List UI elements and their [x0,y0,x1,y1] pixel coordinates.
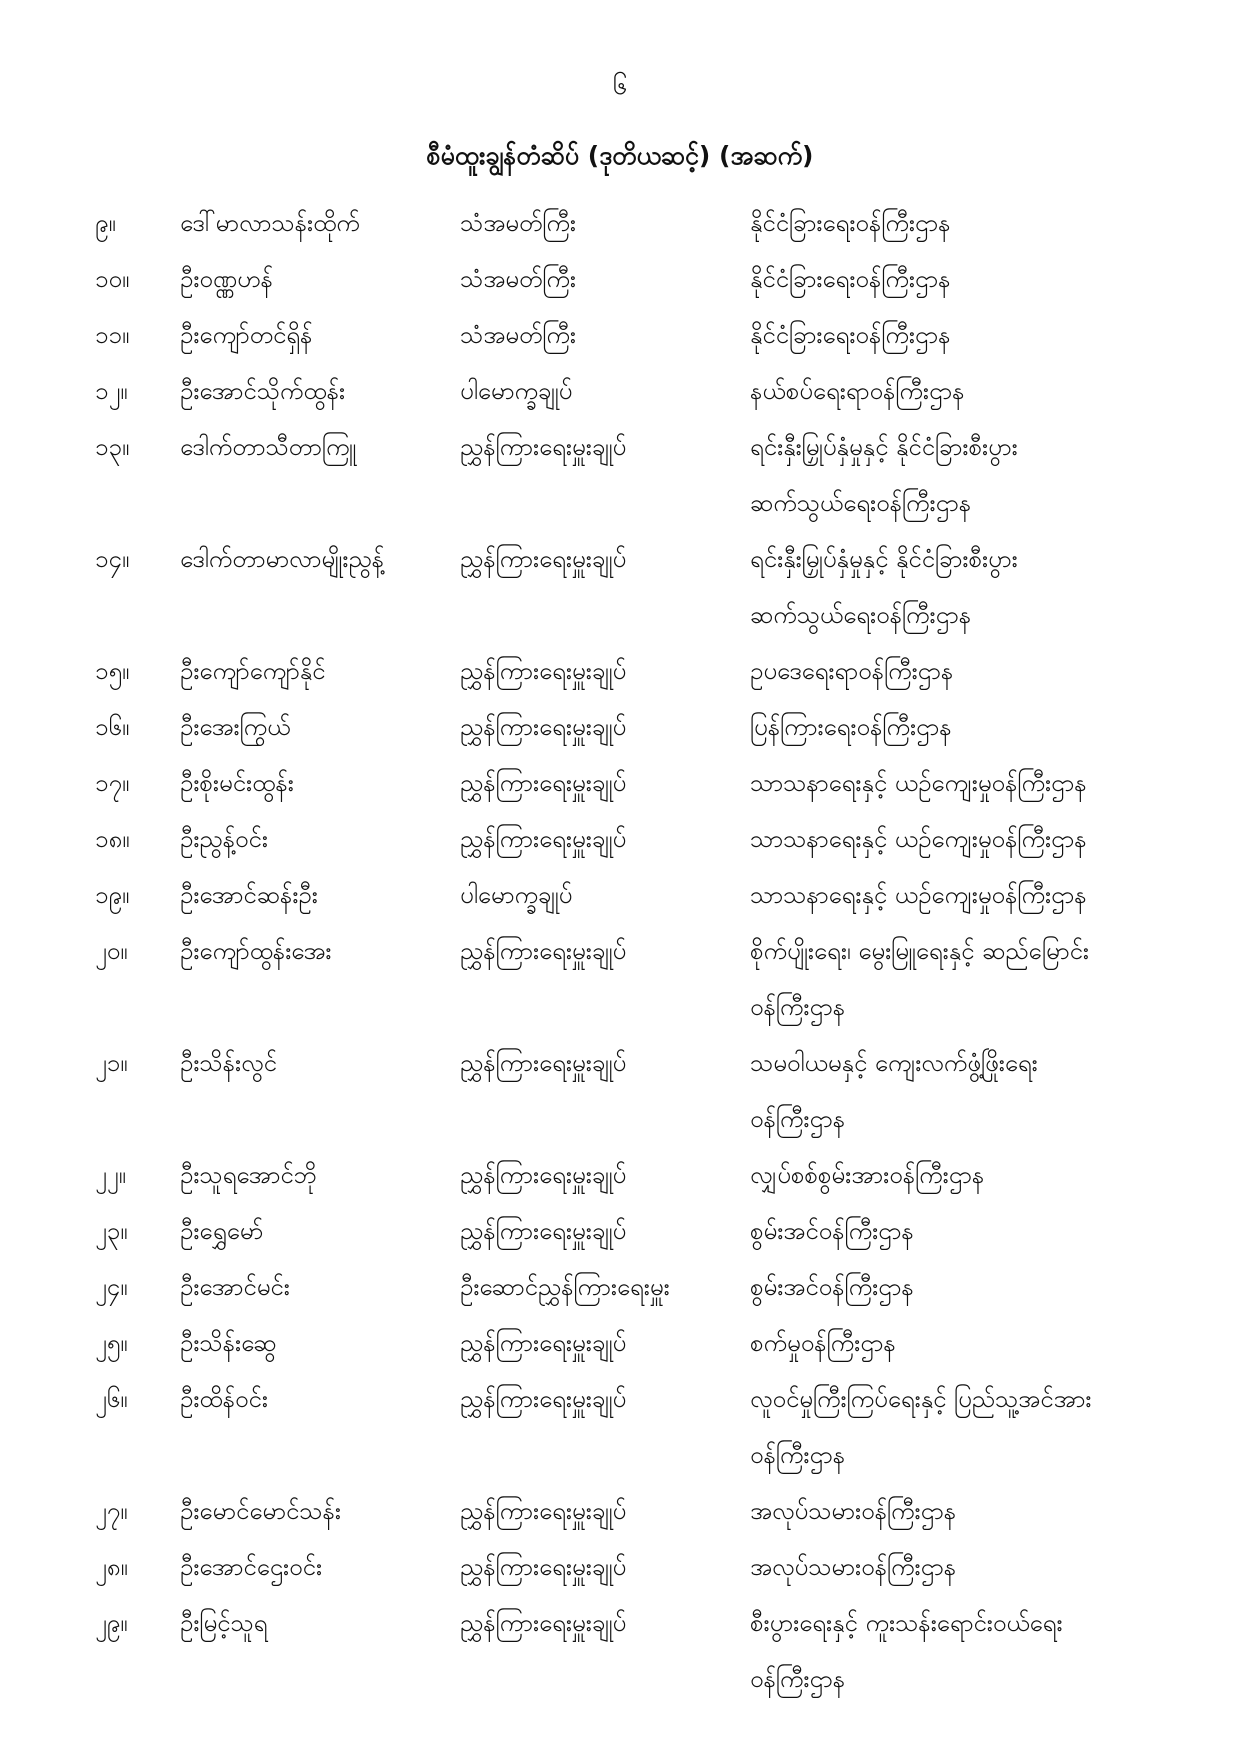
ministry-line: စက်မှုဝန်ကြီးဌာန [750,1329,896,1357]
ministry-line: အလုပ်သမားဝန်ကြီးဌာန [750,1553,957,1581]
list-item [0,867,1240,923]
item-number: ၂၁။ [95,1049,128,1077]
ministry-line: ဆက်သွယ်ရေးဝန်ကြီးဌာန [750,601,972,629]
page-heading: စီမံထူးချွန်တံဆိပ် (ဒုတိယဆင့်) (အဆက်) [426,141,814,170]
ministry-line: သမဝါယမနှင့် ကျေးလက်ဖွံ့ဖြိုးရေး [750,1049,1038,1077]
ministry-line: ရင်းနှီးမြှုပ်နှံမှုနှင့် နိုင်ငံခြားစီးပွား [750,545,1018,573]
person-rank: ညွှန်ကြားရေးမှူးချုပ် [460,713,627,741]
person-rank: သံအမတ်ကြီး [460,321,576,349]
person-name: ဒေါက်တာသီတာကြူ [180,433,357,461]
item-number: ၁၄။ [95,545,130,573]
ministry [750,1035,1190,1147]
item-number: ၁၁။ [95,321,130,349]
ministry-line: ရင်းနှီးမြှုပ်နှံမှုနှင့် နိုင်ငံခြားစီးပွား [750,433,1018,461]
ministry [750,867,1190,923]
ministry [750,811,1190,867]
ministry [750,1259,1190,1315]
ministry [750,1315,1190,1371]
person-rank: ပါမောက္ခချုပ် [460,881,573,909]
list-item [0,699,1240,755]
person-name: ဦးအေးကြွယ် [180,713,291,741]
item-number: ၂၆။ [95,1385,128,1413]
list-item [0,1203,1240,1259]
item-number: ၉။ [95,209,116,237]
list-item [0,643,1240,699]
ministry-line: ဝန်ကြီးဌာန [750,993,846,1021]
list-item [0,531,1240,643]
ministry [750,1483,1190,1539]
list-item [0,1147,1240,1203]
ministry-line: အလုပ်သမားဝန်ကြီးဌာန [750,1497,957,1525]
list-item [0,195,1240,251]
ministry [750,251,1190,307]
ministry-line: ဝန်ကြီးဌာန [750,1105,846,1133]
ministry [750,1371,1190,1483]
ministry [750,699,1190,755]
person-name: ဦးအောင်ဆန်းဦး [180,881,318,909]
person-name: ဦးစိုးမင်းထွန်း [180,769,294,797]
ministry-line: ဝန်ကြီးဌာန [750,1441,846,1469]
person-name: ဒေါက်တာမာလာမျိုးညွန့် [180,545,385,573]
person-rank: ညွှန်ကြားရေးမှူးချုပ် [460,1609,627,1637]
ministry [750,307,1190,363]
ministry [750,1203,1190,1259]
person-rank: ညွှန်ကြားရေးမှူးချုပ် [460,1385,627,1413]
list-item [0,1315,1240,1371]
item-number: ၂၂။ [95,1161,126,1189]
list-item [0,363,1240,419]
person-rank: ညွှန်ကြားရေးမှူးချုပ် [460,769,627,797]
person-rank: ဦးဆောင်ညွှန်ကြားရေးမှူး [460,1273,670,1301]
ministry-line: လူဝင်မှုကြီးကြပ်ရေးနှင့် ပြည်သူ့အင်အား [750,1385,1092,1413]
person-rank: ညွှန်ကြားရေးမှူးချုပ် [460,545,627,573]
ministry-line: စွမ်းအင်ဝန်ကြီးဌာန [750,1273,914,1301]
list-item [0,307,1240,363]
ministry [750,531,1190,643]
list-item [0,1371,1240,1483]
person-rank: ညွှန်ကြားရေးမှူးချုပ် [460,1049,627,1077]
list-item [0,1259,1240,1315]
person-name: ဦးမောင်မောင်သန်း [180,1497,341,1525]
ministry [750,923,1190,1035]
item-number: ၂၇။ [95,1497,128,1525]
item-number: ၂၈။ [95,1553,128,1581]
person-name: ဦးသိန်းဆွေ [180,1329,277,1357]
item-number: ၂၄။ [95,1273,128,1301]
ministry-line: ပြန်ကြားရေးဝန်ကြီးဌာန [750,713,952,741]
person-name: ဦးသိန်းလွင် [180,1049,277,1077]
person-rank: ညွှန်ကြားရေးမှူးချုပ် [460,433,627,461]
item-number: ၁၆။ [95,713,130,741]
person-rank: ညွှန်ကြားရေးမှူးချုပ် [460,1329,627,1357]
person-rank: ညွှန်ကြားရေးမှူးချုပ် [460,937,627,965]
person-rank: ညွှန်ကြားရေးမှူးချုပ် [460,1497,627,1525]
item-number: ၂၃။ [95,1217,128,1245]
item-number: ၂၅။ [95,1329,128,1357]
ministry-line: ဆက်သွယ်ရေးဝန်ကြီးဌာန [750,489,972,517]
ministry [750,363,1190,419]
person-name: ဒေါ်မာလာသန်းထိုက် [180,209,360,237]
person-name: ဦးညွန့်ဝင်း [180,825,268,853]
person-name: ဦးကျော်ကျော်နိုင် [180,657,326,685]
page-number: ၆ [612,71,628,101]
item-number: ၁၉။ [95,881,130,909]
ministry-line: နယ်စပ်ရေးရာဝန်ကြီးဌာန [750,377,965,405]
item-number: ၂၉။ [95,1609,128,1637]
person-name: ဦးအောင်သိုက်ထွန်း [180,377,346,405]
person-name: ဦးမြင့်သူရ [180,1609,268,1637]
item-number: ၁၇။ [95,769,130,797]
list-item [0,1595,1240,1707]
ministry-line: သာသနာရေးနှင့် ယဉ်ကျေးမှုဝန်ကြီးဌာန [750,769,1087,797]
ministry-line: စွမ်းအင်ဝန်ကြီးဌာန [750,1217,914,1245]
ministry-line: လျှပ်စစ်စွမ်းအားဝန်ကြီးဌာန [750,1161,985,1189]
ministry [750,643,1190,699]
person-name: ဦးအောင်မင်း [180,1273,290,1301]
item-number: ၁၂။ [95,377,128,405]
person-name: ဦးကျော်ထွန်းအေး [180,937,332,965]
list-item [0,1539,1240,1595]
list-item [0,251,1240,307]
ministry-line: စီးပွားရေးနှင့် ကူးသန်းရောင်းဝယ်ရေး [750,1609,1063,1637]
person-name: ဦးထိန်ဝင်း [180,1385,268,1413]
ministry [750,1147,1190,1203]
award-list [0,195,1240,1707]
item-number: ၂၀။ [95,937,128,965]
ministry [750,195,1190,251]
list-item [0,1035,1240,1147]
item-number: ၁၀။ [95,265,130,293]
list-item [0,419,1240,531]
ministry [750,1595,1190,1707]
person-rank: ညွှန်ကြားရေးမှူးချုပ် [460,1161,627,1189]
list-item [0,923,1240,1035]
ministry-line: သာသနာရေးနှင့် ယဉ်ကျေးမှုဝန်ကြီးဌာန [750,825,1087,853]
item-number: ၁၈။ [95,825,130,853]
ministry-line: စိုက်ပျိုးရေး၊ မွေးမြူရေးနှင့် ဆည်မြောင်း [750,937,1089,965]
person-name: ဦးရွှေမော် [180,1217,264,1245]
ministry-line: ဝန်ကြီးဌာန [750,1665,846,1693]
ministry-line: ဥပဒေရေးရာဝန်ကြီးဌာန [750,657,954,685]
person-rank: ညွှန်ကြားရေးမှူးချုပ် [460,657,627,685]
list-item [0,811,1240,867]
ministry [750,419,1190,531]
person-rank: သံအမတ်ကြီး [460,209,576,237]
ministry [750,1539,1190,1595]
ministry-line: နိုင်ငံခြားရေးဝန်ကြီးဌာန [750,209,951,237]
person-rank: ပါမောက္ခချုပ် [460,377,573,405]
person-name: ဦးကျော်တင်ရှိန် [180,321,313,349]
person-name: ဦးအောင်ဌေးဝင်း [180,1553,323,1581]
ministry [750,755,1190,811]
item-number: ၁၃။ [95,433,130,461]
item-number: ၁၅။ [95,657,130,685]
ministry-line: နိုင်ငံခြားရေးဝန်ကြီးဌာန [750,265,951,293]
list-item [0,1483,1240,1539]
list-item [0,755,1240,811]
person-name: ဦးဝဏ္ဏဟန် [180,265,273,293]
person-rank: သံအမတ်ကြီး [460,265,576,293]
person-rank: ညွှန်ကြားရေးမှူးချုပ် [460,825,627,853]
person-name: ဦးသူရအောင်ဘို [180,1161,317,1189]
person-rank: ညွှန်ကြားရေးမှူးချုပ် [460,1553,627,1581]
person-rank: ညွှန်ကြားရေးမှူးချုပ် [460,1217,627,1245]
ministry-line: နိုင်ငံခြားရေးဝန်ကြီးဌာန [750,321,951,349]
ministry-line: သာသနာရေးနှင့် ယဉ်ကျေးမှုဝန်ကြီးဌာန [750,881,1087,909]
